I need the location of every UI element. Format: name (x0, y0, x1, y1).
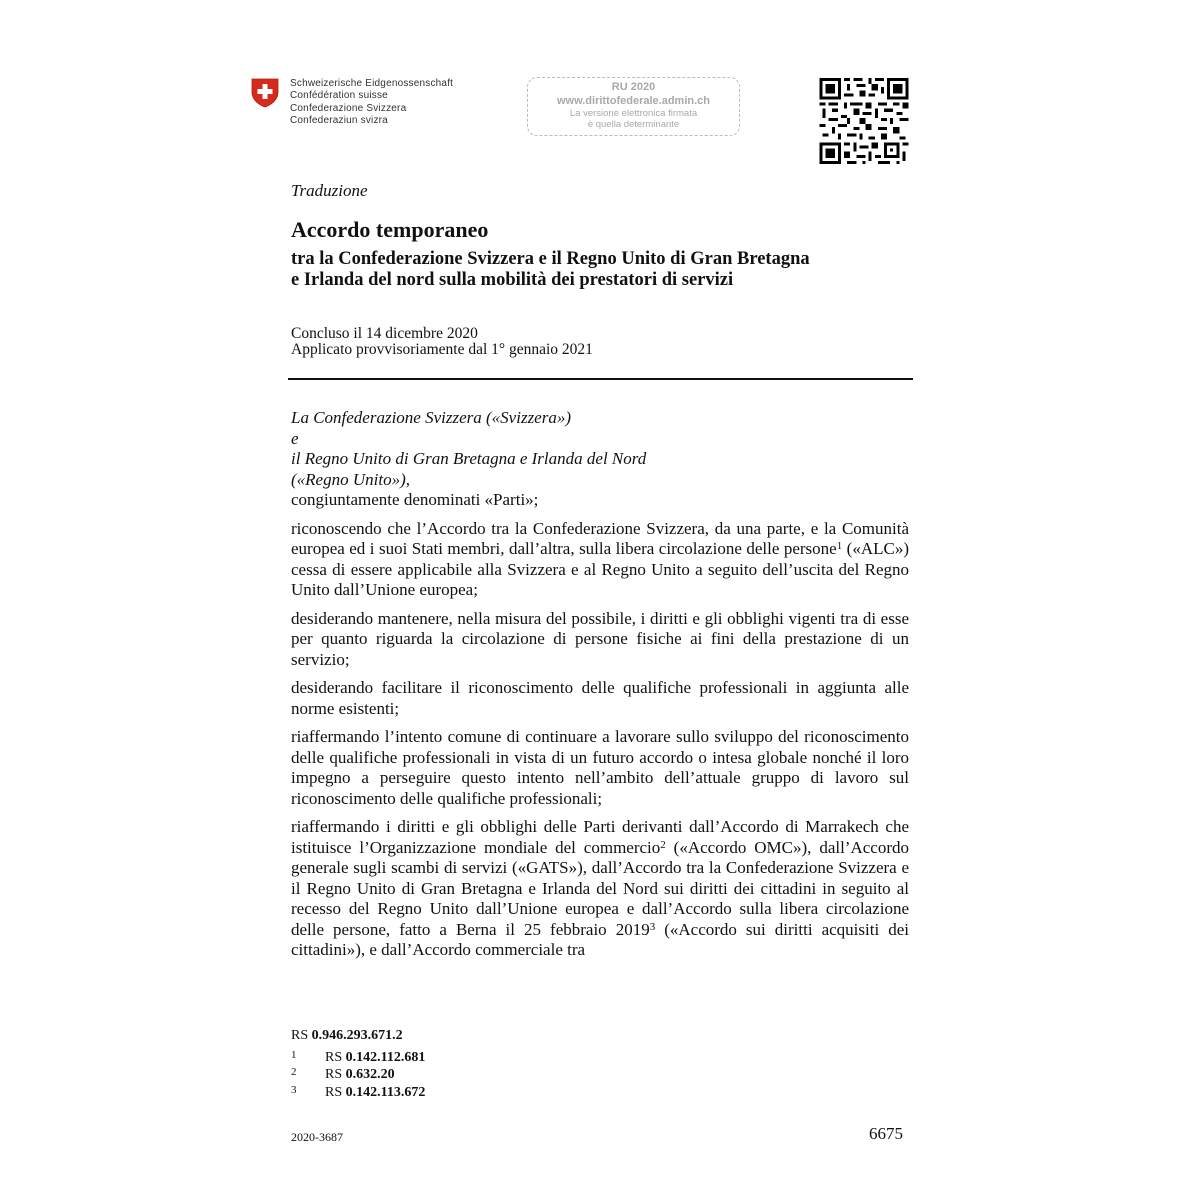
applied-date: Applicato provvisoriamente dal 1° gennaio 2021 (291, 341, 593, 358)
concluded-date: Concluso il 14 dicembre 2020 (291, 325, 478, 342)
document-code: 2020-3687 (291, 1130, 343, 1144)
preamble-paragraph-wto: riaffermando i diritti e gli obblighi delle Parti derivanti dall’Accordo di Marrakech che istituisce l’Organizzazione mondiale del commercio$^2$ («Accordo OMC»), dall’Accordo generale sugli scambi di servizi («GATS»), dall’Accordo tra la Confederazione Svizzera e il Regno Unito di Gran Bretagna e Irlanda del Nord sui diritti dei cittadini in seguito al recesso del Regno Unito dall’Unione europea e dall’Accordo sulla libera circolazione delle persone, fatto a Berna il 25 febbraio 2019$^3$ («Accordo sui diritti acquisiti dei cittadini»), e dall’Accordo commerciale tra (291, 817, 910, 959)
footnote-ref-1[interactable]: 1 (836, 540, 843, 552)
confederation-name-rm: Confederaziun svizra (290, 114, 388, 126)
footnote-ref-2[interactable]: 2 (660, 838, 666, 851)
preamble-paragraph-intent: riaffermando l’intento comune di continuare a lavorare sullo sviluppo del riconoscimento delle qualifiche professionali in vista di un futuro accordo o intesa globale nonché il loro impegno a perseguire questo intento nell’ambito dell’attuale gruppo di lavoro sul riconoscimento delle qualifiche professionali; (291, 727, 909, 808)
document-subtitle (291, 249, 810, 291)
ru-label: RU 2020 (611, 81, 656, 93)
ru-website: www.dirittofederale.admin.ch (556, 95, 710, 107)
footnotes (291, 1029, 425, 1100)
document-dates (291, 326, 593, 358)
ru-note-line1: La versione elettronica firmata (569, 108, 698, 119)
preamble (291, 408, 909, 969)
confederation-name-de: Schweizerische Eidgenossenschaft (290, 78, 454, 89)
swiss-coat-of-arms-icon (251, 78, 279, 108)
footnote-item: 2 RS 0.632.20 (291, 1066, 395, 1082)
jointly-named: congiuntamente denominati «Parti»; (291, 490, 539, 509)
footnote-item: 1 RS 0.142.112.681 (291, 1048, 426, 1065)
ru-note-line2: è quella determinante (587, 119, 680, 130)
preamble-paragraph-rights: desiderando mantenere, nella misura del possibile, i diritti e gli obblighi vigenti tra di esse per quanto riguarda la circolazione di persone fisiche ai fini della prestazione di un servizio; (291, 608, 909, 669)
party-united-kingdom: il Regno Unito di Gran Bretagna e Irlanda del Nord (291, 449, 647, 468)
confederation-names (290, 78, 453, 127)
subtitle-line: tra la Confederazione Svizzera e il Regno Unito di Gran Bretagna (291, 249, 810, 269)
preamble-paragraph-alc: riconoscendo che l’Accordo tra la Confederazione Svizzera, da una parte, e la Comunità europea ed i suoi Stati membri, dall’altra, sulla libera circolazione delle persone$^1$ («ALC») cessa di essere applicabile alla Svizzera e al Regno Unito a seguito dell’uscita del Regno Unito dall’Unione europea; (291, 518, 909, 599)
confederation-name-fr: Confédération suisse (290, 90, 388, 102)
qr-code-icon (819, 78, 909, 164)
subtitle-line: e Irlanda del nord sulla mobilità dei prestatori di servizi (291, 270, 734, 290)
confederation-name-it: Confederazione Svizzera (290, 102, 407, 114)
preamble-paragraph-qualifications: desiderando facilitare il riconoscimento delle qualifiche professionali in aggiunta alle norme esistenti; (291, 678, 909, 718)
party-switzerland: La Confederazione Svizzera («Svizzera») (291, 408, 572, 427)
rs-number: RS 0.946.293.671.2 (291, 1028, 403, 1043)
document-title: Accordo temporaneo (291, 217, 489, 242)
party-united-kingdom-short: («Regno Unito»), (291, 469, 410, 489)
official-compilation-stamp (527, 77, 740, 136)
footnote-item: 3 RS 0.142.113.672 (291, 1083, 426, 1100)
title-divider (288, 378, 913, 380)
translation-label: Traduzione (291, 181, 368, 200)
conjunction: e (291, 428, 299, 448)
page-number: 6675 (869, 1124, 903, 1143)
footnote-ref-3[interactable]: 3 (649, 920, 656, 933)
